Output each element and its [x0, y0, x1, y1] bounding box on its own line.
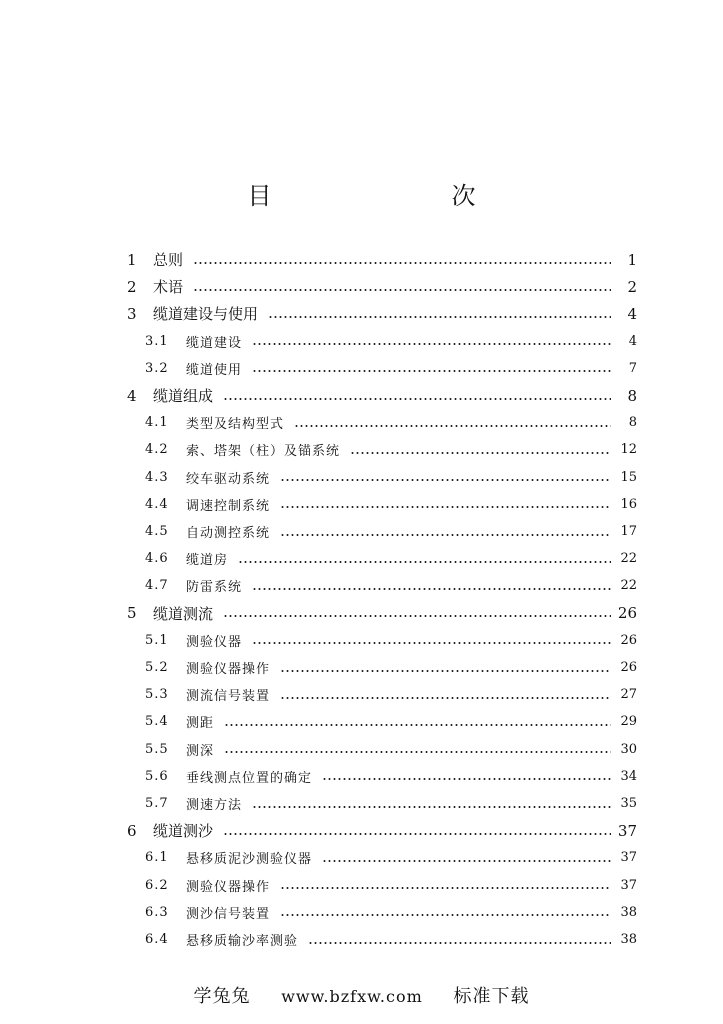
toc-entry-number: 3.2	[145, 360, 169, 376]
toc-entry-page-number: 30	[620, 741, 637, 757]
toc-dot-leader	[252, 370, 611, 372]
toc-entry-title: 测验仪器操作	[186, 662, 271, 677]
toc-entry-number: 6.3	[145, 904, 169, 920]
toc-entry-number: 5.7	[145, 796, 169, 811]
toc-entry[interactable]	[145, 790, 637, 817]
toc-entry-title: 类型及结构型式	[186, 417, 285, 433]
toc-dot-leader	[268, 316, 611, 318]
toc-entry-title: 测验仪器操作	[186, 879, 271, 895]
toc-dot-leader	[294, 425, 611, 427]
toc-entry-title: 悬移质泥沙测验仪器	[186, 852, 313, 868]
toc-entry-title: 缆道测流	[153, 604, 214, 623]
toc-entry-title: 缆道房	[186, 553, 229, 569]
toc-entry-page-number: 29	[620, 714, 637, 730]
toc-entry-number: 1	[127, 250, 137, 269]
toc-entry-page-number: 22	[620, 578, 637, 594]
toc-dot-leader	[238, 561, 611, 563]
toc-entry[interactable]	[145, 545, 637, 572]
toc-entry-page-number: 35	[620, 796, 637, 811]
toc-dot-leader	[322, 778, 611, 780]
toc-entry[interactable]	[127, 817, 637, 844]
toc-entry-page-number: 26	[617, 604, 637, 623]
toc-entry-page-number: 26	[620, 632, 637, 648]
toc-entry-title: 测深	[186, 743, 215, 759]
toc-entry[interactable]	[145, 872, 637, 899]
toc-entry-title: 缆道建设	[186, 335, 243, 351]
toc-entry[interactable]	[145, 736, 637, 763]
toc-entry-title: 术语	[153, 278, 184, 297]
toc-dot-leader	[280, 506, 611, 508]
toc-entry-title: 测速方法	[186, 798, 243, 813]
toc-entry[interactable]	[145, 409, 637, 436]
toc-entry-number: 5.5	[145, 741, 169, 757]
toc-dot-leader	[280, 697, 611, 699]
toc-entry-title: 垂线测点位置的确定	[186, 770, 313, 786]
toc-entry-number: 5.3	[145, 687, 169, 703]
toc-entry[interactable]	[145, 899, 637, 926]
toc-entry-number: 6	[127, 821, 137, 840]
toc-entry-number: 4.5	[145, 524, 169, 539]
footer-download-label: 标准下载	[453, 986, 530, 1007]
toc-entry[interactable]	[145, 518, 637, 545]
toc-entry-number: 4.2	[145, 442, 169, 458]
toc-entry-number: 2	[127, 277, 137, 296]
toc-dot-leader	[224, 724, 611, 726]
toc-entry-number: 4.4	[145, 496, 169, 512]
toc-entry-number: 5.2	[145, 660, 169, 675]
toc-entry-page-number: 8	[628, 415, 637, 431]
toc-entry[interactable]	[145, 654, 637, 681]
toc-dot-leader	[252, 806, 611, 808]
toc-entry-page-number: 7	[628, 360, 637, 376]
toc-entry[interactable]	[145, 464, 637, 491]
toc-entry-number: 6.4	[145, 932, 169, 947]
toc-entry[interactable]	[145, 844, 637, 871]
toc-dot-leader	[280, 479, 611, 481]
toc-entry-page-number: 12	[620, 442, 637, 458]
toc-entry-number: 3	[127, 304, 137, 323]
toc-entry-page-number: 26	[620, 660, 637, 675]
toc-entry-page-number: 16	[620, 496, 637, 512]
toc-entry[interactable]	[145, 572, 637, 599]
toc-entry[interactable]	[145, 681, 637, 708]
toc-dot-leader	[280, 534, 611, 536]
toc-dot-leader	[223, 833, 611, 835]
toc-entry[interactable]	[145, 328, 637, 355]
toc-entry-title: 缆道使用	[186, 362, 243, 378]
toc-entry-page-number: 22	[620, 551, 637, 567]
toc-entry[interactable]	[145, 926, 637, 953]
toc-entry[interactable]	[145, 763, 637, 790]
toc-entry-page-number: 34	[620, 768, 637, 784]
toc-dot-leader	[280, 670, 611, 672]
toc-entry-page-number: 1	[627, 250, 637, 269]
toc-entry-page-number: 4	[627, 304, 637, 323]
toc-entry-page-number: 37	[620, 877, 637, 893]
toc-entry-page-number: 27	[620, 687, 637, 703]
toc-dot-leader	[193, 289, 611, 291]
toc-entry-page-number: 37	[620, 850, 637, 866]
toc-entry-page-number: 15	[620, 469, 637, 485]
toc-entry[interactable]	[127, 382, 637, 409]
footer-url[interactable]: www.bzfxw.com	[281, 987, 423, 1006]
toc-entry-page-number: 38	[620, 932, 637, 947]
toc-entry-number: 5	[127, 604, 137, 623]
toc-entry-number: 4.1	[145, 415, 169, 431]
toc-entry-title: 悬移质输沙率测验	[186, 934, 299, 949]
toc-entry[interactable]	[145, 436, 637, 463]
toc-entry-title: 测距	[186, 716, 215, 732]
toc-entry[interactable]	[145, 708, 637, 735]
toc-entry-page-number: 8	[627, 386, 637, 405]
toc-entry-title: 绞车驱动系统	[186, 471, 271, 487]
toc-entry-title: 防雷系统	[186, 580, 243, 596]
toc-entry-number: 6.1	[145, 850, 169, 866]
toc-dot-leader	[224, 751, 611, 753]
footer-watermark	[0, 982, 723, 1008]
toc-entry[interactable]	[145, 627, 637, 654]
toc-dot-leader	[280, 914, 611, 916]
toc-entry-page-number: 4	[628, 333, 637, 349]
toc-entry-number: 5.1	[145, 632, 169, 648]
toc-entry-title: 测沙信号装置	[186, 906, 271, 922]
toc-entry-number: 5.4	[145, 714, 169, 730]
toc-entry[interactable]	[145, 491, 637, 518]
toc-dot-leader	[322, 860, 611, 862]
toc-dot-leader	[350, 452, 611, 454]
toc-entry[interactable]	[127, 246, 637, 273]
toc-entry[interactable]	[145, 355, 637, 382]
toc-entry-page-number: 17	[620, 524, 637, 539]
toc-entry-title: 自动测控系统	[186, 526, 271, 541]
page-title: 目 次	[247, 182, 520, 210]
toc-dot-leader	[252, 343, 611, 345]
toc-dot-leader	[308, 942, 611, 944]
toc-entry-page-number: 38	[620, 904, 637, 920]
toc-dot-leader	[252, 642, 611, 644]
toc-entry[interactable]	[127, 600, 637, 627]
toc-entry-title: 索、塔架（柱）及锚系统	[186, 444, 341, 460]
toc-entry-page-number: 37	[617, 821, 637, 840]
toc-dot-leader	[252, 588, 611, 590]
toc-entry-title: 测验仪器	[186, 634, 243, 650]
toc-entry-number: 5.6	[145, 768, 169, 784]
toc-entry-number: 4	[127, 386, 137, 405]
toc-entry-title: 总则	[153, 251, 184, 269]
toc-entry-title: 缆道建设与使用	[153, 305, 259, 324]
toc-entry-title: 测流信号装置	[186, 689, 271, 705]
toc-entry-title: 调速控制系统	[186, 498, 271, 514]
toc-dot-leader	[193, 262, 611, 264]
footer-site-name: 学兔兔	[193, 986, 251, 1007]
toc-entry-title: 缆道组成	[153, 387, 214, 405]
toc-dot-leader	[280, 887, 611, 889]
toc-dot-leader	[223, 615, 611, 617]
toc-entry[interactable]	[127, 273, 637, 300]
toc-entry-title: 缆道测沙	[153, 822, 214, 841]
toc-entry-number: 4.3	[145, 469, 169, 485]
toc-dot-leader	[223, 398, 611, 400]
toc-entry-number: 4.7	[145, 578, 169, 594]
toc-entry-page-number: 2	[627, 277, 637, 296]
toc-entry-number: 3.1	[145, 333, 169, 349]
toc-entry[interactable]	[127, 300, 637, 327]
toc-entry-number: 6.2	[145, 877, 169, 893]
toc-entry-number: 4.6	[145, 551, 169, 567]
